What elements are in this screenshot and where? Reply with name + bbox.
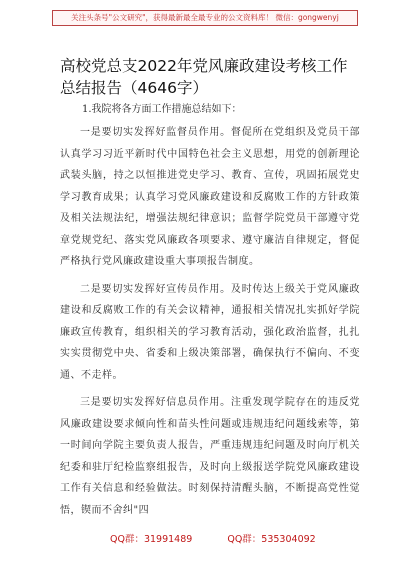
footer-qq-group-1: QQ群：31991489: [110, 534, 193, 545]
paragraph-1: 一是要切实发挥好监督员作用。督促所在党组织及党员干部认真学习习近平新时代中国特色社会主义思想，用党的创新理论武装头脑，持之以恒推进党史学习、教育、宣传，巩固拓展党史学习教育成果；认真学习党风廉政建设和反腐败工作的方针政策及相关法规法纪，增强法规纪律意识；监督学院党员干部遵守党章党规党纪、落实党风廉政各项要求、遵守廉洁自律规定，督促严格执行党风廉政建设重大事项报告制度。: [60, 127, 360, 267]
footer-contacts: [110, 531, 348, 545]
document-title: 高校党总支2022年党风廉政建设考核工作总结报告（4646字）: [60, 57, 348, 97]
top-banner: 关注头条号"公文研究"，获得最新最全最专业的公文资料库！ 微信：gongwenyj: [52, 10, 358, 26]
paragraph-2: 二是要切实发挥好宣传员作用。及时传达上级关于党风廉政建设和反腐败工作的有关会议精神，通报相关情况扎实抓好学院廉政宣传教育，组织相关的学习教育活动，强化政治监督，扎扎实实贯彻党中央、省委和上级决策部署，确保执行不偏向、不变通、不走样。: [60, 283, 360, 381]
section-heading: 1.我院将各方面工作措施总结如下：: [82, 104, 242, 115]
paragraph-3: 三是要切实发挥好信息员作用。注重发现学院存在的违反党风廉政建设要求倾向性和苗头性问题或违规违纪问题线索等，第一时间向学院主要负责人报告，严重违规违纪问题及时向厅机关纪委和驻厅纪检监察组报告，及时向上级报送学院党风廉政建设工作有关信息和经验做法。时刻保持清醒头脑，不断提高党性觉悟，锲而不舍纠"四: [60, 397, 360, 516]
footer-qq-group-2: QQ群：535304092: [227, 534, 316, 545]
document-body: [60, 100, 360, 527]
